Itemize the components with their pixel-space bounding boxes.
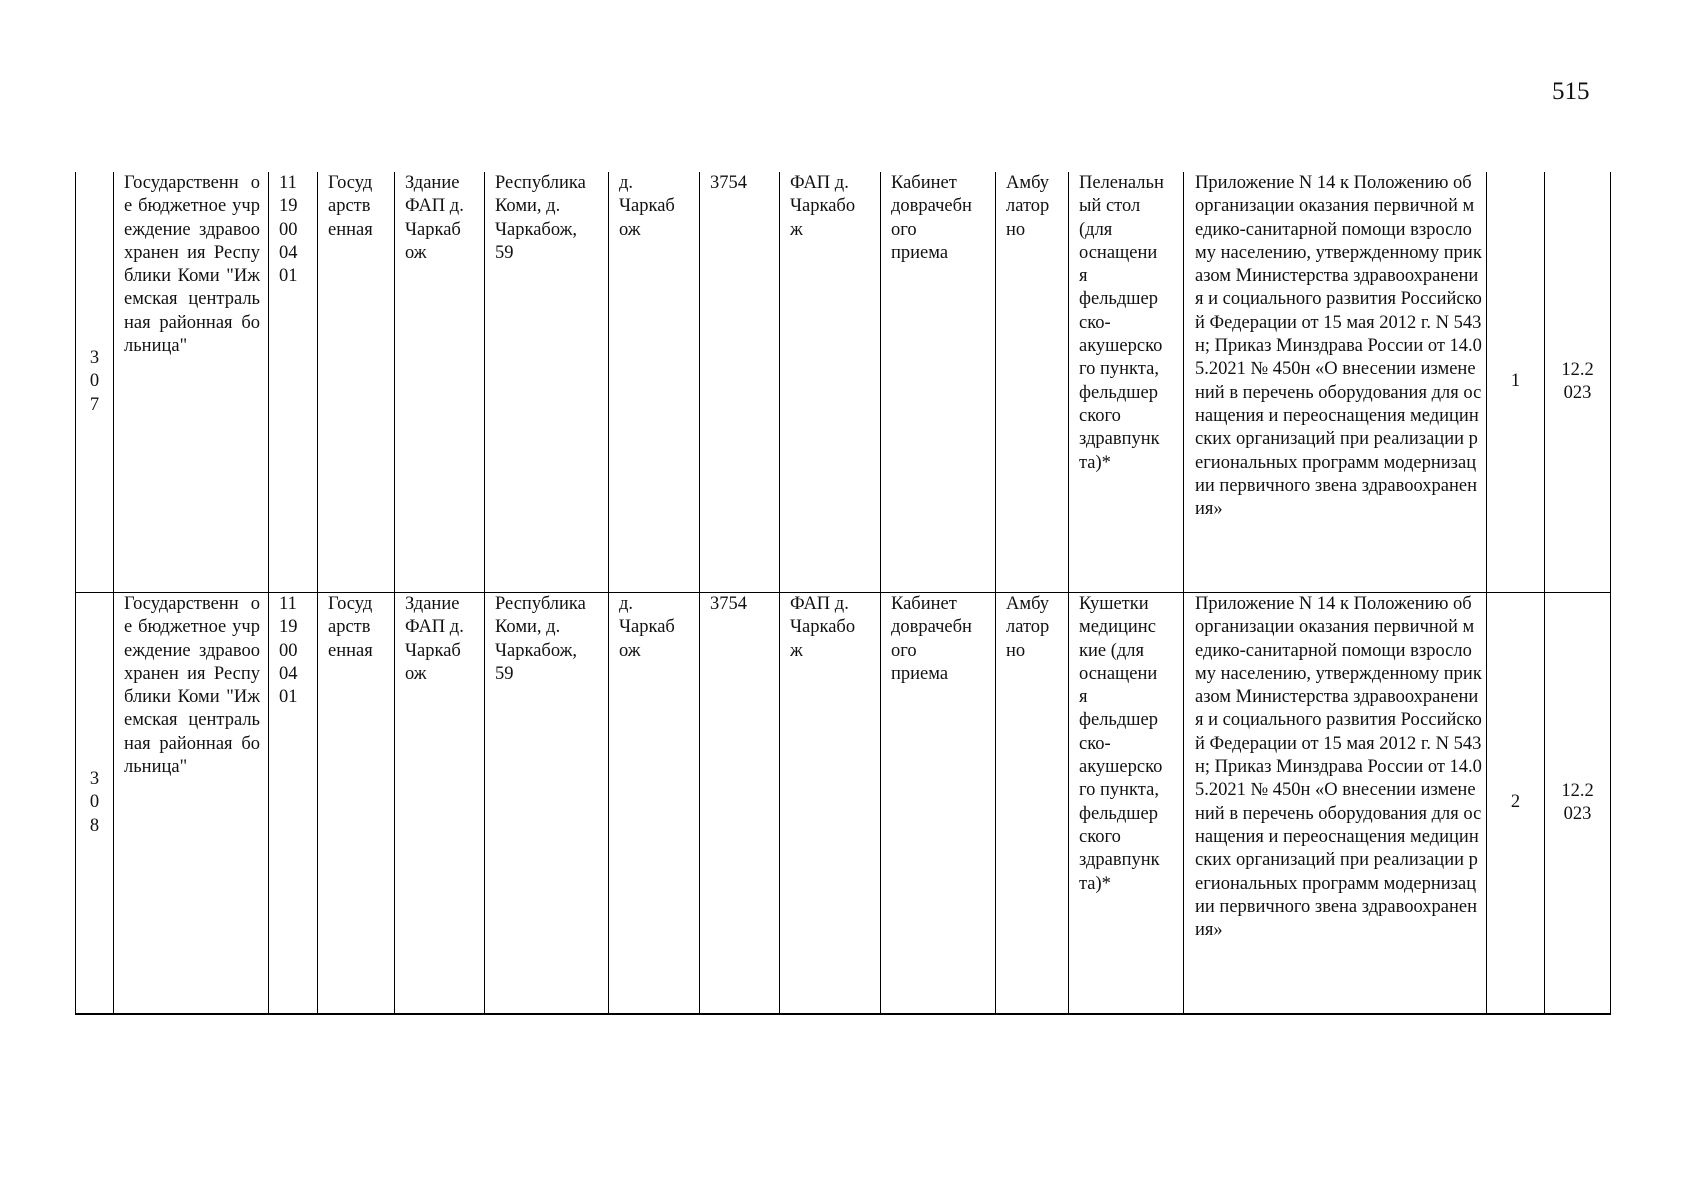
table-row xyxy=(76,172,1611,593)
date-cell: 12.2 023 xyxy=(1545,593,1611,1015)
organization-cell: Государственн ое бюджетное учреждение здравоохранен ия Республики Коми "Ижемская центральная районная больница" xyxy=(114,172,269,593)
quantity-cell: 1 xyxy=(1487,172,1545,593)
date-cell: 12.2 023 xyxy=(1545,172,1611,593)
quantity-cell: 2 xyxy=(1487,593,1545,1015)
care-type-cell: Амбу латор но xyxy=(996,593,1069,1015)
address-cell: Республика Коми, д. Чаркабож, 59 xyxy=(485,593,609,1015)
room-cell: Кабинет доврачебн ого приема xyxy=(881,172,996,593)
locality-cell: д. Чаркаб ож xyxy=(609,593,700,1015)
legal-basis-cell: Приложение N 14 к Положению об организации оказания первичной медико-санитарной помощи взрослому населению, утвержденному приказом Министерства здравоохранения и социального развития Российской Федерации от 15 мая 2012 г. N 543н; Приказ Минздрава России от 14.05.2021 № 450н «О внесении изменений в перечень оборудования для оснащения и переоснащения медицинских организаций при реализации региональных программ модернизации первичного звена здравоохранения» xyxy=(1184,172,1487,593)
population-cell: 3754 xyxy=(700,172,780,593)
room-cell: Кабинет доврачебн ого приема xyxy=(881,593,996,1015)
organization-cell: Государственн ое бюджетное учреждение здравоохранен ия Республики Коми "Ижемская центральная районная больница" xyxy=(114,593,269,1015)
unit-cell: ФАП д. Чаркабо ж xyxy=(780,172,881,593)
table-row xyxy=(76,593,1611,1015)
equipment-cell: Кушетки медицинс кие (для оснащени я фельдшер ско- акушерско го пункта, фельдшер ского здравпунк та)* xyxy=(1069,593,1184,1015)
population-cell: 3754 xyxy=(700,593,780,1015)
legal-basis-cell: Приложение N 14 к Положению об организации оказания первичной медико-санитарной помощи взрослому населению, утвержденному приказом Министерства здравоохранения и социального развития Российской Федерации от 15 мая 2012 г. N 543н; Приказ Минздрава России от 14.05.2021 № 450н «О внесении изменений в перечень оборудования для оснащения и переоснащения медицинских организаций при реализации региональных программ модернизации первичного звена здравоохранения» xyxy=(1184,593,1487,1015)
page-number: 515 xyxy=(1552,78,1590,105)
building-cell: Здание ФАП д. Чаркаб ож xyxy=(395,593,485,1015)
code-cell: 11 19 00 04 01 xyxy=(269,593,318,1015)
care-type-cell: Амбу латор но xyxy=(996,172,1069,593)
ownership-cell: Госуд арств енная xyxy=(318,172,395,593)
equipment-cell: Пеленальн ый стол (для оснащени я фельдшер ско- акушерско го пункта, фельдшер ского здравпунк та)* xyxy=(1069,172,1184,593)
equipment-table xyxy=(75,172,1611,1015)
locality-cell: д. Чаркаб ож xyxy=(609,172,700,593)
row-number: 308 xyxy=(76,593,114,1015)
unit-cell: ФАП д. Чаркабо ж xyxy=(780,593,881,1015)
ownership-cell: Госуд арств енная xyxy=(318,593,395,1015)
address-cell: Республика Коми, д. Чаркабож, 59 xyxy=(485,172,609,593)
building-cell: Здание ФАП д. Чаркаб ож xyxy=(395,172,485,593)
row-number: 307 xyxy=(76,172,114,593)
code-cell: 11 19 00 04 01 xyxy=(269,172,318,593)
